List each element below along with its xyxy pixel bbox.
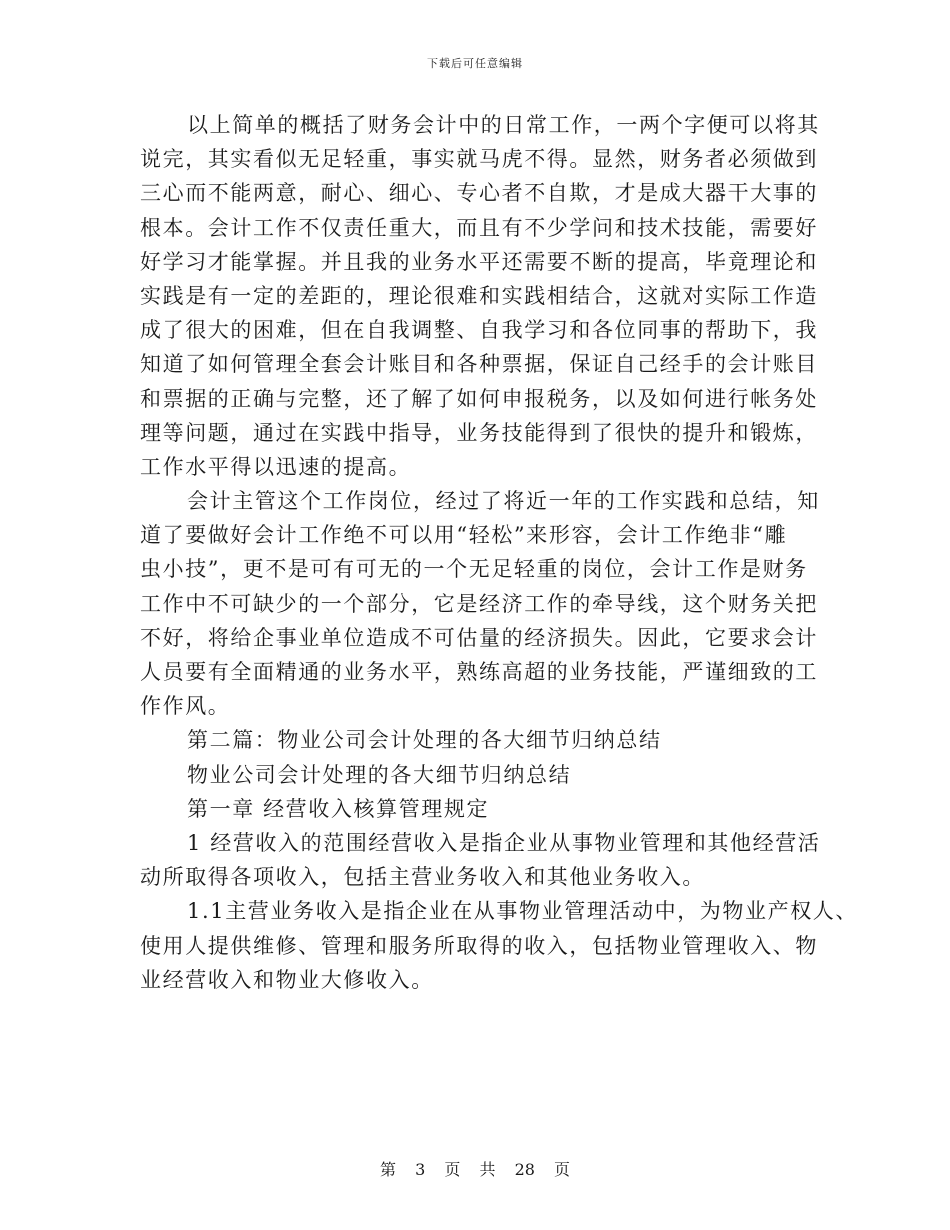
footer-label-gong: 共 [479,1160,496,1179]
text-line: 实践是有一定的差距的，理论很难和实践相结合，这就对实际工作造 [140,283,818,308]
text-line: 根本。会计工作不仅责任重大，而且有不少学问和技术技能，需要好 [140,215,818,240]
text-line: 理等问题，通过在实践中指导，业务技能得到了很快的提升和锻炼， [140,420,818,445]
text-line: 作作风。 [140,694,231,719]
text-line: 和票据的正确与完整，还了解了如何申报税务，以及如何进行帐务处 [140,386,818,411]
text-line: 1 经营收入的范围经营收入是指企业从事物业管理和其他经营活 [187,830,821,855]
footer-label-di: 第 [379,1160,396,1179]
text-line: 知道了如何管理全套会计账目和各种票据，保证自己经手的会计账目 [140,352,818,377]
text-line: 工作水平得以迅速的提高。 [140,454,412,479]
total-pages: 28 [514,1160,535,1179]
text-line: 成了很大的困难，但在自我调整、自我学习和各位同事的帮助下，我 [140,318,818,343]
page-header: 下载后可任意编辑 [427,57,523,70]
text-line: 工作中不可缺少的一个部分，它是经济工作的牵导线，这个财务关把 [140,591,818,616]
text-line: 使用人提供维修、管理和服务所取得的收入，包括物业管理收入、物 [140,933,818,958]
text-line: 好学习才能掌握。并且我的业务水平还需要不断的提高，毕竟理论和 [140,249,818,274]
text-line: 动所取得各项收入，包括主营业务收入和其他业务收入。 [140,865,705,890]
text-line: 三心而不能两意，耐心、细心、专心者不自欺，才是成大器干大事的 [140,181,818,206]
text-line: 不好，将给企事业单位造成不可估量的经济损失。因此，它要求会计 [140,625,818,650]
text-line: 业经营收入和物业大修收入。 [140,967,434,992]
text-line: 人员要有全面精通的业务水平，熟练高超的业务技能，严谨细致的工 [140,660,818,684]
text-line: 虫小技”，更不是可有可无的一个无足轻重的岗位，会计工作是财务 [140,557,808,582]
text-line: 道了要做好会计工作绝不可以用“轻松”来形容，会计工作绝非“雕 [140,523,788,548]
chapter-heading: 第一章 经营收入核算管理规定 [187,796,490,821]
text-line: 说完，其实看似无足轻重，事实就马虎不得。显然，财务者必须做到 [140,147,818,172]
page-number: 3 [415,1160,426,1179]
text-line: 以上简单的概括了财务会计中的日常工作，一两个字便可以将其 [187,113,820,137]
section-heading: 第二篇：物业公司会计处理的各大细节归纳总结 [187,728,662,753]
footer-label-ye: 页 [444,1160,461,1179]
text-line: 1.1主营业务收入是指企业在从事物业管理活动中，为物业产权人、 [187,899,858,924]
text-line: 会计主管这个工作岗位，经过了将近一年的工作实践和总结，知 [187,489,820,514]
page-footer [0,1157,950,1180]
section-subheading: 物业公司会计处理的各大细节归纳总结 [187,762,572,787]
footer-label-ye2: 页 [554,1160,571,1179]
document-body [140,108,858,997]
